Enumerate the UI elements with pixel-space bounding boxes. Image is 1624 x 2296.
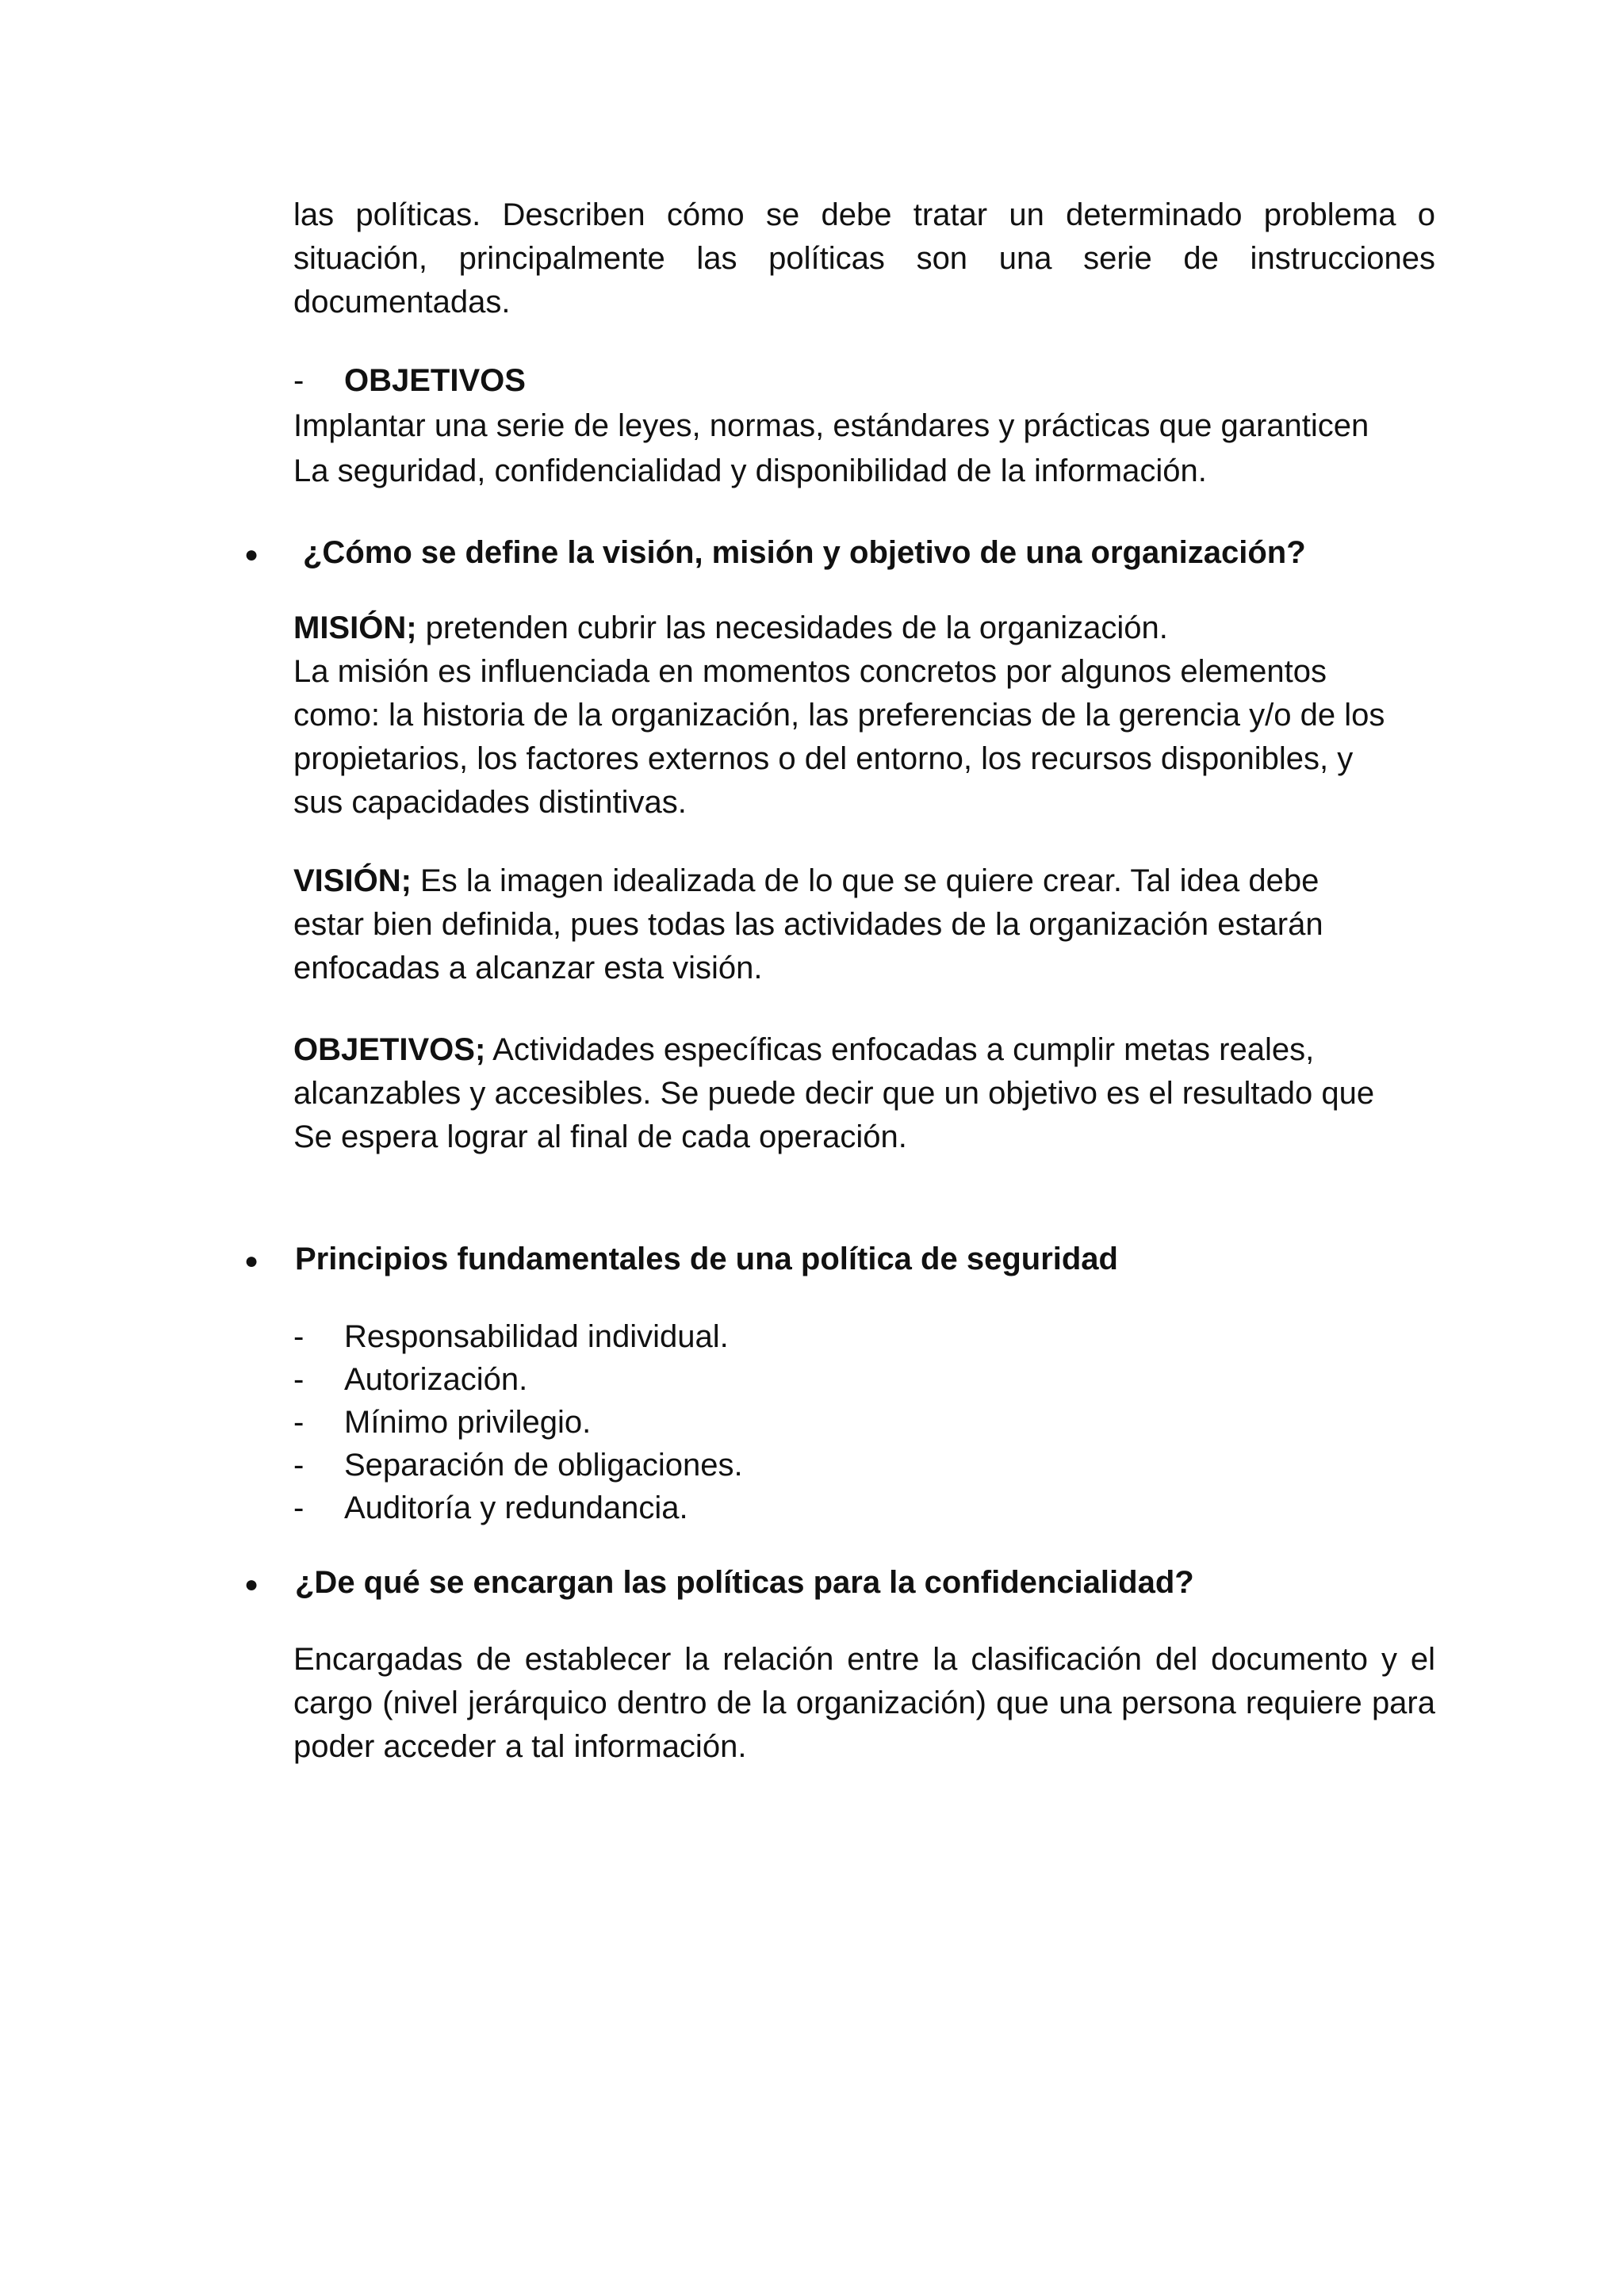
bullet-icon: ● xyxy=(244,1248,259,1274)
objetivos-line: Se espera lograr al final de cada operación. xyxy=(293,1119,907,1154)
principle-item: Auditoría y redundancia. xyxy=(344,1490,688,1525)
objetivos-paragraph xyxy=(293,1028,1435,1159)
mision-line: La misión es influenciada en momentos concretos por algunos elementos xyxy=(293,654,1327,689)
vision-label: VISIÓN; xyxy=(293,863,412,898)
objetivos-line-1: Implantar una serie de leyes, normas, estándares y prácticas que garanticen xyxy=(293,408,1369,443)
mision-text: pretenden cubrir las necesidades de la organización. xyxy=(416,610,1168,645)
mision-line: sus capacidades distintivas. xyxy=(293,785,687,820)
question-2-answer: Encargadas de establecer la relación entre la clasificación del documento y el cargo (nivel jerárquico dentro de la organización) que una persona requiere para poder acceder a tal información. xyxy=(293,1642,1435,1764)
objetivos-text: Actividades específicas enfocadas a cumplir metas reales, xyxy=(485,1032,1315,1067)
principle-item: Responsabilidad individual. xyxy=(344,1319,729,1354)
objetivos-line: alcanzables y accesibles. Se puede decir que un objetivo es el resultado que xyxy=(293,1076,1375,1111)
principle-item: Autorización. xyxy=(344,1362,528,1397)
principle-item: Separación de obligaciones. xyxy=(344,1448,743,1483)
mision-paragraph xyxy=(293,607,1435,825)
bullet-icon: ● xyxy=(244,1571,259,1598)
vision-line: enfocadas a alcanzar esta visión. xyxy=(293,951,763,985)
objetivos-heading: OBJETIVOS xyxy=(344,363,526,398)
mision-line: propietarios, los factores externos o del entorno, los recursos disponibles, y xyxy=(293,741,1354,776)
mision-label: MISIÓN; xyxy=(293,610,417,645)
vision-line: estar bien definida, pues todas las actividades de la organización estarán xyxy=(293,907,1323,942)
vision-text: Es la imagen idealizada de lo que se quiere crear. Tal idea debe xyxy=(411,863,1320,898)
objetivos-label: OBJETIVOS; xyxy=(293,1032,486,1067)
principle-item: Mínimo privilegio. xyxy=(344,1405,592,1440)
bullet-icon: ● xyxy=(244,541,259,568)
dash-marker: - xyxy=(293,1319,304,1354)
dash-marker: - xyxy=(293,1490,304,1525)
mision-line: como: la historia de la organización, las preferencias de la gerencia y/o de los xyxy=(293,698,1385,733)
question-1-heading: ¿Cómo se define la visión, misión y objetivo de una organización? xyxy=(303,535,1306,570)
dash-marker: - xyxy=(293,363,304,398)
intro-paragraph: las políticas. Describen cómo se debe tratar un determinado problema o situación, principalmente las políticas son una serie de instrucciones documentadas. xyxy=(293,197,1435,320)
question-2-heading: ¿De qué se encargan las políticas para la confidencialidad? xyxy=(295,1565,1194,1600)
principles-heading: Principios fundamentales de una política de seguridad xyxy=(295,1242,1118,1276)
objetivos-line-2: La seguridad, confidencialidad y disponibilidad de la información. xyxy=(293,453,1207,488)
dash-marker: - xyxy=(293,1405,304,1440)
dash-marker: - xyxy=(293,1448,304,1483)
vision-paragraph xyxy=(293,859,1435,990)
dash-marker: - xyxy=(293,1362,304,1397)
